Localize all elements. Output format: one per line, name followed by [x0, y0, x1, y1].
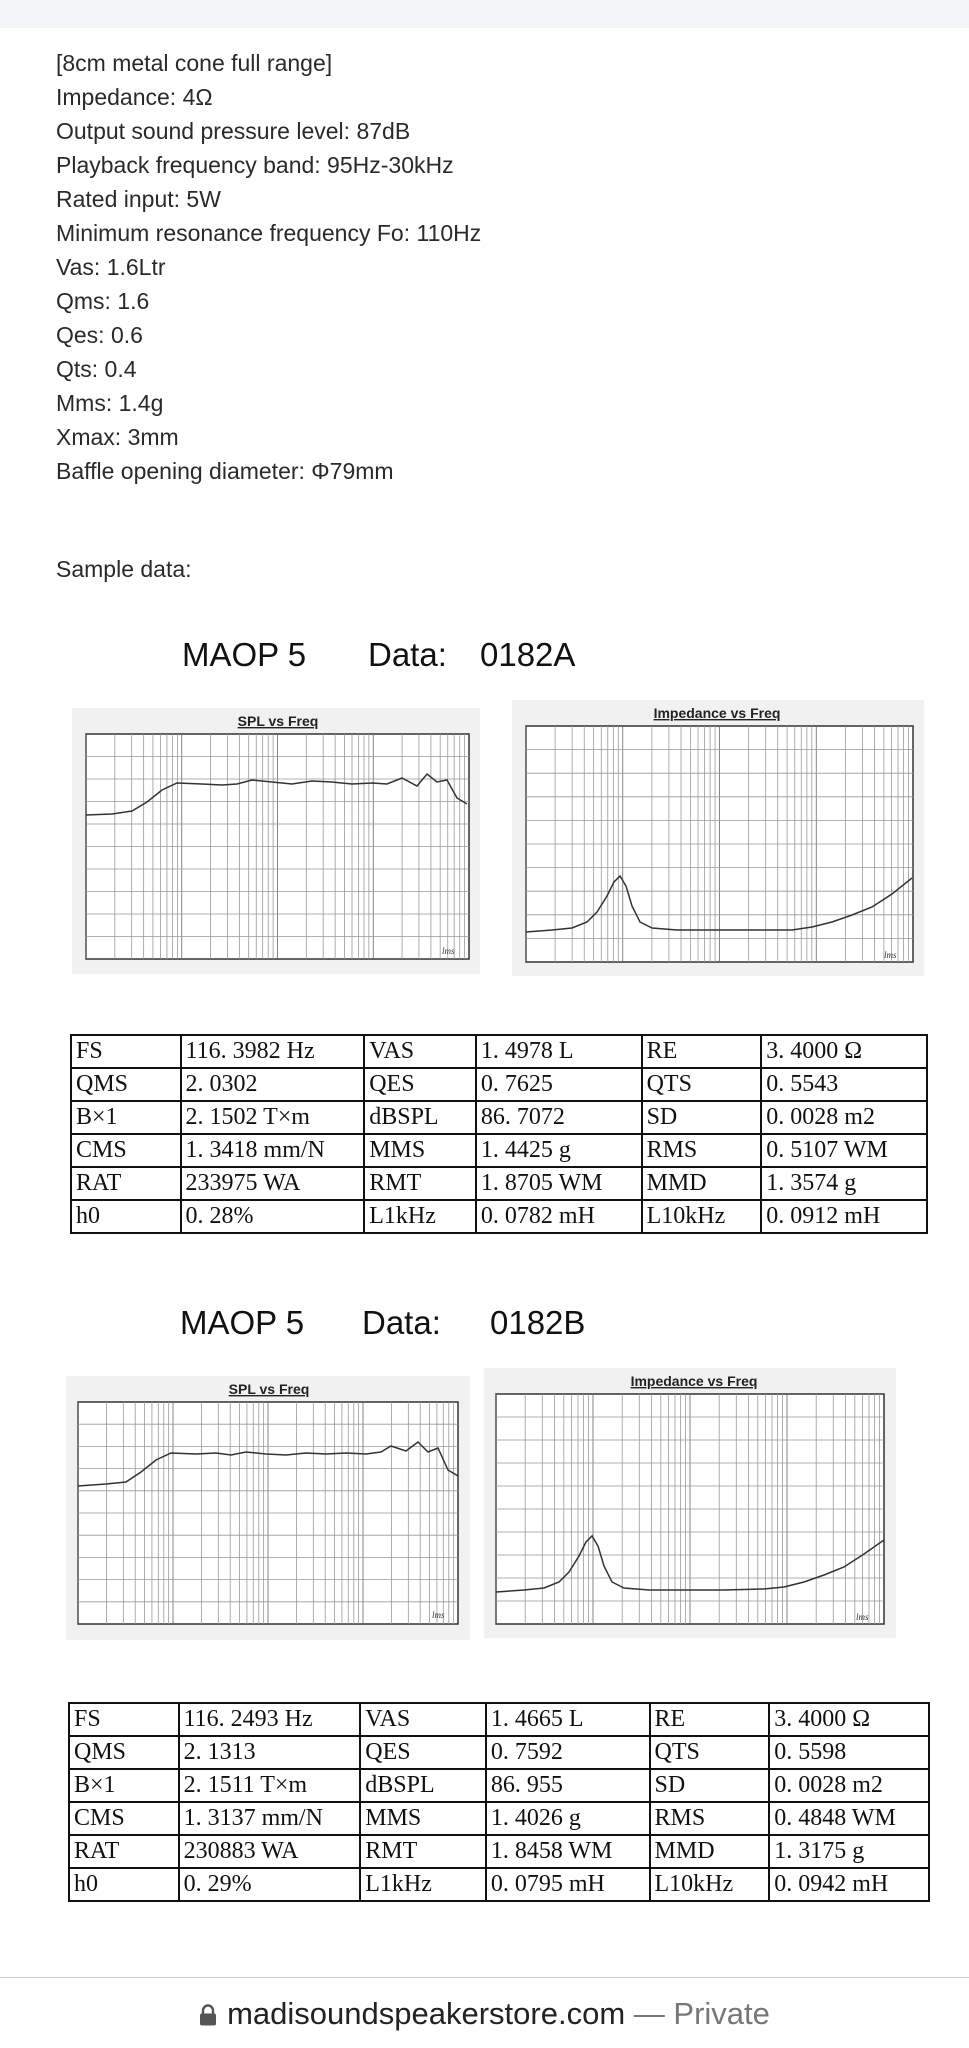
data-code: 0182A: [480, 636, 576, 673]
table-cell: 0. 5107 WM: [761, 1134, 927, 1167]
table-cell: RMS: [650, 1802, 770, 1835]
table-cell: dBSPL: [360, 1769, 486, 1802]
url-domain: madisoundspeakerstore.com: [227, 1996, 626, 2031]
table-cell: RAT: [69, 1835, 179, 1868]
data-label: Data:: [368, 636, 447, 673]
spl-chart-title: SPL vs Freq: [237, 713, 319, 729]
table-cell: 0. 0795 mH: [486, 1868, 650, 1901]
table-cell: QMS: [69, 1736, 179, 1769]
table-cell: VAS: [360, 1703, 486, 1736]
spl-chart-title: SPL vs Freq: [228, 1381, 310, 1397]
spec-list: [56, 46, 936, 488]
table-cell: MMS: [364, 1134, 476, 1167]
table-cell: QMS: [71, 1068, 181, 1101]
table-cell: RMT: [360, 1835, 486, 1868]
table-cell: B×1: [69, 1769, 179, 1802]
table-cell: L1kHz: [360, 1868, 486, 1901]
parameters-table: [68, 1702, 930, 1902]
table-cell: MMD: [650, 1835, 770, 1868]
table-cell: 233975 WA: [181, 1167, 365, 1200]
table-cell: 0. 0028 m2: [761, 1101, 927, 1134]
table-cell: B×1: [71, 1101, 181, 1134]
spec-line: Qes: 0.6: [56, 322, 143, 348]
table-row: [69, 1769, 929, 1802]
table-cell: 0. 5598: [769, 1736, 929, 1769]
table-row: [71, 1035, 927, 1068]
table-cell: 1. 4665 L: [486, 1703, 650, 1736]
table-cell: QES: [360, 1736, 486, 1769]
table-cell: 1. 3175 g: [769, 1835, 929, 1868]
table-cell: 0. 0942 mH: [769, 1868, 929, 1901]
spl-logo: lms: [442, 946, 455, 956]
model-name: MAOP 5: [182, 636, 307, 673]
table-cell: 0. 28%: [181, 1200, 365, 1233]
table-row: [71, 1200, 927, 1233]
table-cell: 1. 8705 WM: [476, 1167, 642, 1200]
table-cell: 0. 0028 m2: [769, 1769, 929, 1802]
table-row: [69, 1835, 929, 1868]
table-cell: CMS: [69, 1802, 179, 1835]
table-cell: 0. 29%: [179, 1868, 361, 1901]
spec-line: Minimum resonance frequency Fo: 110Hz: [56, 220, 482, 246]
table-cell: MMS: [360, 1802, 486, 1835]
table-row: [69, 1703, 929, 1736]
data-code: 0182B: [490, 1304, 586, 1341]
spl-logo: lms: [432, 1610, 445, 1620]
footer-divider: [0, 1977, 969, 1978]
spec-line: Impedance: 4Ω: [56, 84, 213, 110]
table-cell: SD: [650, 1769, 770, 1802]
table-cell: 0. 0782 mH: [476, 1200, 642, 1233]
table-cell: 230883 WA: [179, 1835, 361, 1868]
impedance-logo: lms: [884, 950, 897, 960]
table-cell: 1. 4026 g: [486, 1802, 650, 1835]
table-cell: 2. 1502 T×m: [181, 1101, 365, 1134]
table-row: [71, 1134, 927, 1167]
table-cell: QTS: [650, 1736, 770, 1769]
spec-line: Qts: 0.4: [56, 356, 137, 382]
table-cell: FS: [71, 1035, 181, 1068]
spec-line: Output sound pressure level: 87dB: [56, 118, 411, 144]
table-cell: 3. 4000 Ω: [761, 1035, 927, 1068]
parameters-table: [70, 1034, 928, 1234]
table-cell: 1. 3418 mm/N: [181, 1134, 365, 1167]
table-cell: VAS: [364, 1035, 476, 1068]
table-cell: 1. 8458 WM: [486, 1835, 650, 1868]
table-row: [69, 1802, 929, 1835]
table-cell: h0: [69, 1868, 179, 1901]
impedance-chart: [484, 1368, 896, 1638]
data-label: Data:: [362, 1304, 441, 1341]
table-cell: QES: [364, 1068, 476, 1101]
impedance-chart: [512, 700, 924, 976]
table-row: [71, 1101, 927, 1134]
url-separator: —: [625, 1996, 674, 2031]
table-cell: RMS: [642, 1134, 762, 1167]
table-cell: L10kHz: [650, 1868, 770, 1901]
impedance-chart-title: Impedance vs Freq: [630, 1373, 758, 1389]
table-cell: L1kHz: [364, 1200, 476, 1233]
table-cell: QTS: [642, 1068, 762, 1101]
table-cell: 2. 1313: [179, 1736, 361, 1769]
spec-line: Playback frequency band: 95Hz-30kHz: [56, 152, 454, 178]
table-cell: MMD: [642, 1167, 762, 1200]
table-cell: 0. 4848 WM: [769, 1802, 929, 1835]
table-cell: dBSPL: [364, 1101, 476, 1134]
table-cell: CMS: [71, 1134, 181, 1167]
table-cell: 86. 955: [486, 1769, 650, 1802]
table-row: [69, 1868, 929, 1901]
browser-top-bar: [0, 0, 969, 28]
spec-line: Rated input: 5W: [56, 186, 221, 212]
table-cell: 0. 7625: [476, 1068, 642, 1101]
table-cell: RAT: [71, 1167, 181, 1200]
url-bar[interactable]: [0, 1996, 969, 2032]
table-cell: 116. 3982 Hz: [181, 1035, 365, 1068]
table-cell: 0. 7592: [486, 1736, 650, 1769]
spec-line: Xmax: 3mm: [56, 424, 179, 450]
spec-line: Mms: 1.4g: [56, 390, 164, 416]
spl-chart: [72, 708, 480, 974]
table-cell: 116. 2493 Hz: [179, 1703, 361, 1736]
table-cell: h0: [71, 1200, 181, 1233]
table-cell: 1. 3574 g: [761, 1167, 927, 1200]
private-mode-label: Private: [673, 1996, 770, 2031]
table-cell: 2. 0302: [181, 1068, 365, 1101]
table-cell: FS: [69, 1703, 179, 1736]
table-row: [71, 1167, 927, 1200]
sample-data-label: Sample data:: [56, 556, 192, 582]
spec-line: Baffle opening diameter: Φ79mm: [56, 458, 394, 484]
table-cell: RE: [642, 1035, 762, 1068]
table-cell: SD: [642, 1101, 762, 1134]
spec-line: Vas: 1.6Ltr: [56, 254, 166, 280]
model-name: MAOP 5: [180, 1304, 305, 1341]
table-row: [71, 1068, 927, 1101]
table-cell: L10kHz: [642, 1200, 762, 1233]
impedance-logo: lms: [856, 1612, 869, 1622]
table-cell: 86. 7072: [476, 1101, 642, 1134]
table-cell: 3. 4000 Ω: [769, 1703, 929, 1736]
table-cell: 2. 1511 T×m: [179, 1769, 361, 1802]
table-cell: 0. 0912 mH: [761, 1200, 927, 1233]
spec-line: Qms: 1.6: [56, 288, 150, 314]
table-cell: RMT: [364, 1167, 476, 1200]
spl-chart: [66, 1376, 470, 1640]
table-cell: 1. 4978 L: [476, 1035, 642, 1068]
table-cell: 1. 3137 mm/N: [179, 1802, 361, 1835]
table-row: [69, 1736, 929, 1769]
spec-line: [8cm metal cone full range]: [56, 50, 333, 76]
lock-icon: [199, 1998, 217, 2020]
table-cell: 0. 5543: [761, 1068, 927, 1101]
impedance-chart-title: Impedance vs Freq: [653, 705, 781, 721]
table-cell: 1. 4425 g: [476, 1134, 642, 1167]
table-cell: RE: [650, 1703, 770, 1736]
